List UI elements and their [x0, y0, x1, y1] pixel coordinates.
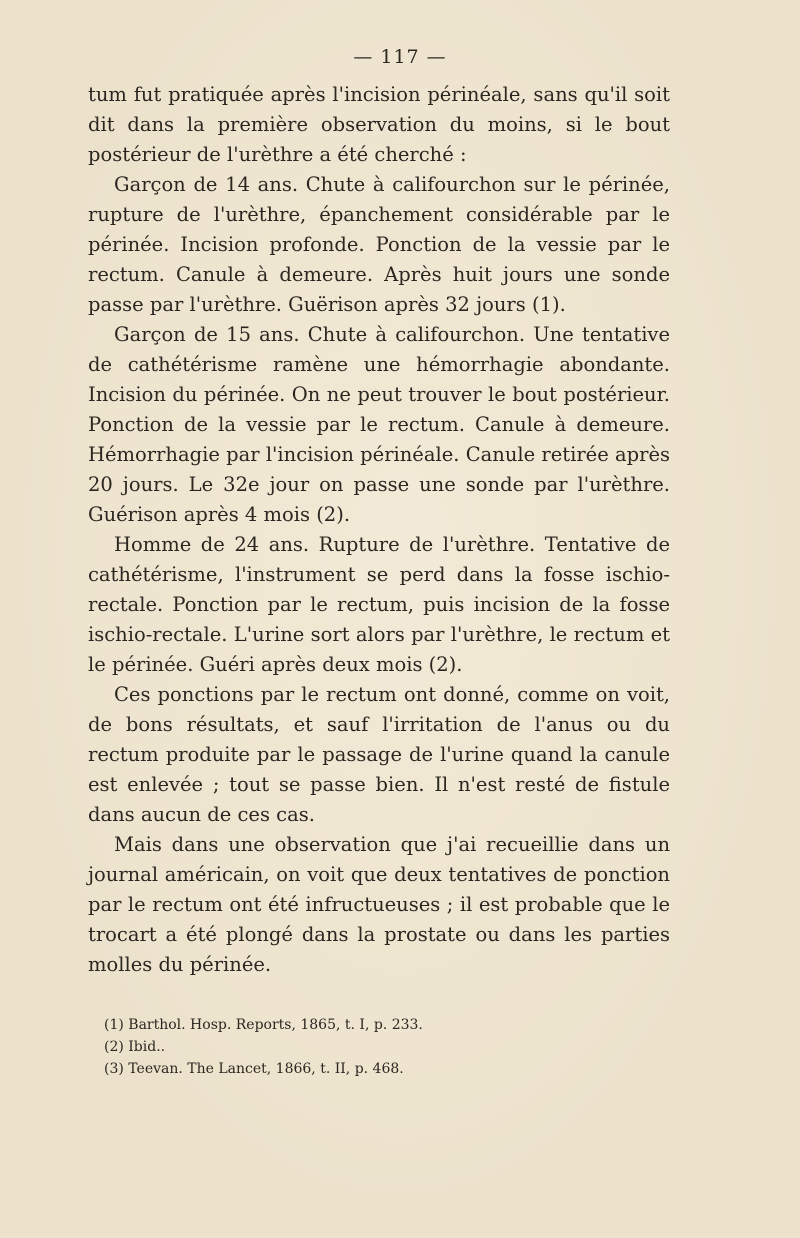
- paragraph-discussion: Ces ponctions par le rectum ont donné, comme on voit, de bons résultats, et sauf l'irritation de l'anus ou du rectum produite par le passage de l'urine quand la canule est enlevée ; tout se passe bien. Il n'est resté de fistule dans aucun de ces cas.: [88, 683, 670, 826]
- paragraph-case-3: Homme de 24 ans. Rupture de l'urèthre. Tentative de cathétérisme, l'instrument se perd dans la fosse ischio-rectale. Ponction par le rectum, puis incision de la fosse ischio-rectale. L'urine sort alors par l'urèthre, le rectum et le périnée. Guéri après deux mois (2).: [88, 533, 670, 676]
- page-number: — 117 —: [353, 46, 447, 68]
- footnote-1: (1) Barthol. Hosp. Reports, 1865, t. I, p. 233.: [104, 1017, 423, 1033]
- footnotes: [104, 1014, 664, 1080]
- body-text: [88, 80, 670, 980]
- footnote-2: (2) Ibid..: [104, 1039, 166, 1055]
- paragraph-continuation: tum fut pratiquée après l'incision périnéale, sans qu'il soit dit dans la première observation du moins, si le bout postérieur de l'urèthre a été cherché :: [88, 83, 670, 166]
- paragraph-case-2: Garçon de 15 ans. Chute à califourchon. Une tentative de cathétérisme ramène une hémorrhagie abondante. Incision du périnée. On ne peut trouver le bout postérieur. Ponction de la vessie par le rectum. Canule à demeure. Hémorrhagie par l'incision périnéale. Canule retirée après 20 jours. Le 32e jour on passe une sonde par l'urèthre. Guérison après 4 mois (2).: [88, 323, 670, 526]
- paragraph-case-1: Garçon de 14 ans. Chute à califourchon sur le périnée, rupture de l'urèthre, épanchement considérable par le périnée. Incision profonde. Ponction de la vessie par le rectum. Canule à demeure. Après huit jours une sonde passe par l'urèthre. Guërison après 32 jours (1).: [88, 173, 670, 316]
- paragraph-american-case: Mais dans une observation que j'ai recueillie dans un journal américain, on voit que deux tentatives de ponction par le rectum ont été infructueuses ; il est probable que le trocart a été plongé dans la prostate ou dans les parties molles du périnée.: [88, 833, 670, 976]
- footnote-3: (3) Teevan. The Lancet, 1866, t. II, p. 468.: [104, 1061, 404, 1077]
